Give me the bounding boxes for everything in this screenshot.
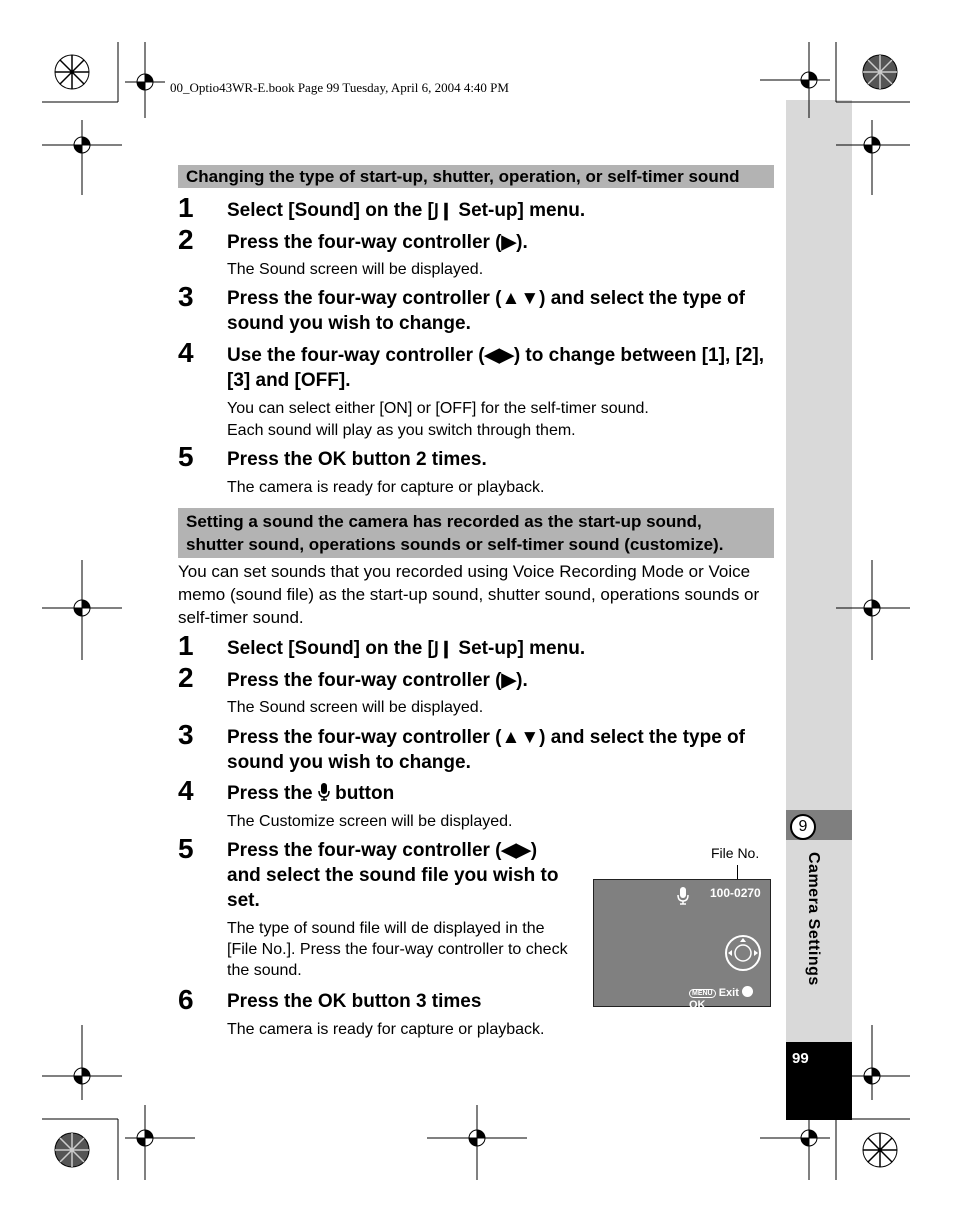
step-heading-text-b: Set-up] menu. xyxy=(453,200,586,221)
chapter-title: Camera Settings xyxy=(805,852,822,986)
step-body: The Sound screen will be displayed. xyxy=(227,261,484,278)
step-heading-text-a: Press the xyxy=(227,783,313,804)
step-heading-text-b: button xyxy=(335,783,395,804)
step-body: Each sound will play as you switch through them. xyxy=(227,422,576,439)
step-body: The camera is ready for capture or playback. xyxy=(227,479,545,496)
step-body: The camera is ready for capture or playback. xyxy=(227,1021,545,1038)
setup-icon: 𝖩❙ xyxy=(433,639,454,658)
section-title-line: shutter sound, operations sounds or self-timer sound (customize). xyxy=(186,535,724,554)
step-heading: Press the four-way controller (◀▶) and select the sound file you wish to set. xyxy=(227,840,559,911)
step-number: 3 xyxy=(178,281,194,312)
step-number: 5 xyxy=(178,833,194,864)
step-heading-text-b: Set-up] menu. xyxy=(453,638,586,659)
setup-icon: 𝖩❙ xyxy=(433,201,454,220)
step-heading-text-a: Select [Sound] on the [ xyxy=(227,200,434,221)
print-header: 00_Optio43WR-E.book Page 99 Tuesday, April 6, 2004 4:40 PM xyxy=(170,80,509,95)
step-number: 1 xyxy=(178,192,194,223)
ok-label: OK xyxy=(689,999,706,1011)
file-number: 100-0270 xyxy=(710,886,761,900)
step-heading-text-a: Select [Sound] on the [ xyxy=(227,638,434,659)
step-number: 5 xyxy=(178,441,194,472)
step-heading: Press the OK button 3 times xyxy=(227,991,482,1012)
step-body: The Sound screen will be displayed. xyxy=(227,699,484,716)
step-heading: Press the four-way controller (▲▼) and select the type of sound you wish to change. xyxy=(227,288,745,334)
exit-label: Exit xyxy=(718,987,739,999)
step-heading: Press the OK button 2 times. xyxy=(227,449,487,470)
step-number: 6 xyxy=(178,984,194,1015)
step-number: 2 xyxy=(178,662,194,693)
page-number: 99 xyxy=(792,1050,809,1067)
step-number: 3 xyxy=(178,719,194,750)
step-number: 4 xyxy=(178,775,194,806)
file-no-callout: File No. xyxy=(711,845,760,861)
step-heading: Press the four-way controller (▲▼) and select the type of sound you wish to change. xyxy=(227,727,745,773)
menu-badge: MENU xyxy=(689,989,716,998)
section-title-line: Setting a sound the camera has recorded as the start-up sound, xyxy=(186,512,702,531)
step-number: 2 xyxy=(178,224,194,255)
step-body: The Customize screen will be displayed. xyxy=(227,813,513,830)
step-number: 4 xyxy=(178,337,194,368)
section-title: Changing the type of start-up, shutter, operation, or self-timer sound xyxy=(178,165,774,188)
chapter-number: 9 xyxy=(790,814,816,840)
step-body: The type of sound file will de displayed in the [File No.]. Press the four-way controller to check the sound. xyxy=(227,920,568,979)
step-heading: Press the four-way controller (▶). xyxy=(227,232,528,253)
intro-paragraph: You can set sounds that you recorded using Voice Recording Mode or Voice memo (sound file) as the start-up sound, shutter sound, operations sounds or self-timer sound. xyxy=(178,562,760,627)
step-number: 1 xyxy=(178,630,194,661)
step-heading: Use the four-way controller (◀▶) to change between [1], [2], [3] and [OFF]. xyxy=(227,345,765,391)
step-heading: Press the four-way controller (▶). xyxy=(227,670,528,691)
step-body: You can select either [ON] or [OFF] for the self-timer sound. xyxy=(227,400,649,417)
